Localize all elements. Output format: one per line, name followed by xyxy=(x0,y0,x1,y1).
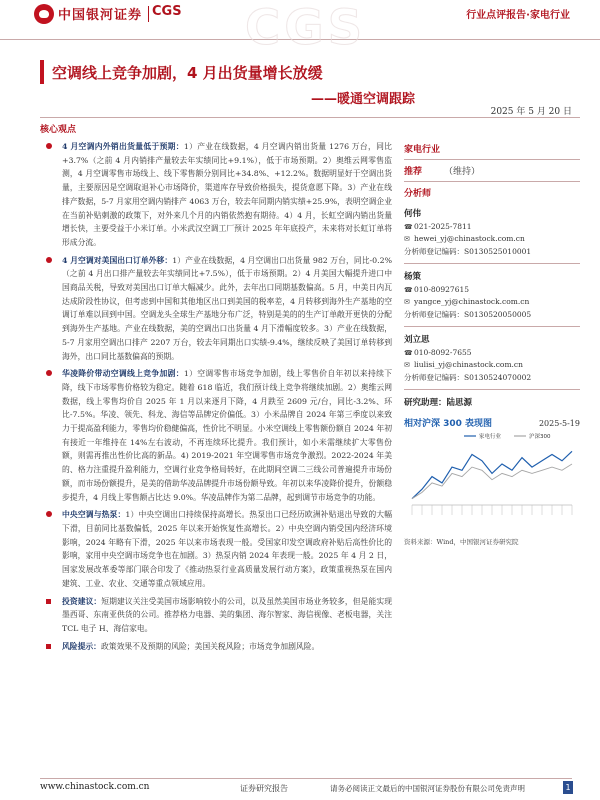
analyst-name: 何伟 xyxy=(404,209,422,219)
bullet-icon xyxy=(46,143,52,149)
bullet-icon xyxy=(46,257,52,263)
main-content xyxy=(40,140,392,657)
sidebar-divider xyxy=(404,326,580,327)
email-text[interactable]: liulisi_yj@chinastock.com.cn xyxy=(414,360,523,369)
analyst-name: 杨策 xyxy=(404,272,422,282)
page-header xyxy=(0,0,600,56)
email-icon: ✉ xyxy=(404,297,410,306)
footer-site-link[interactable]: www.chinastock.com.cn xyxy=(40,782,150,792)
email-icon: ✉ xyxy=(404,360,410,369)
core-views-label: 核心观点 xyxy=(40,125,77,135)
paragraph-lead: 华凌降价带动空调线上竞争加剧： xyxy=(62,369,184,379)
page-footer xyxy=(0,778,600,800)
rating-row xyxy=(404,162,580,179)
chart-title: 相对沪深 300 表现图 xyxy=(404,419,493,429)
analyst-block xyxy=(404,270,580,320)
bullet-icon xyxy=(46,599,51,604)
analyst-cert: 分析师登记编码：S0130524070002 xyxy=(404,373,532,382)
report-title: 空调线上竞争加剧，4 月出货量增长放缓 xyxy=(52,64,323,82)
footer-divider xyxy=(40,778,572,779)
analyst-phone xyxy=(404,348,580,357)
logo-separator xyxy=(148,6,149,22)
report-subtitle: ——暖通空调跟踪 xyxy=(310,92,415,107)
legend-label: 沪深300 xyxy=(529,434,551,440)
paragraph-lead: 4 月空调内外销出货量低于预期： xyxy=(62,142,184,151)
analyst-email[interactable] xyxy=(404,360,580,369)
paragraph-lead: 4 月空调对美国出口订单外移： xyxy=(62,255,173,265)
paragraph-text: 政策效果不及预期的风险；美国关税风险；市场竞争加剧风险。 xyxy=(100,641,320,651)
performance-chart xyxy=(404,429,580,529)
paragraph-domestic-sales xyxy=(40,140,392,250)
paragraph-text: 短期建议关注受美国市场影响较小的公司，以及虽然美国市场业务较多，但是能实现墨西哥、东南亚供货的公司。推荐格力电器、美的集团、海尔智家、海信视像、老板电器，关注 TCL 电子 H、海信家电。 xyxy=(62,596,392,633)
analysts-label: 分析师 xyxy=(404,189,432,199)
phone-text: 010-8092-7655 xyxy=(414,348,472,357)
analyst-phone xyxy=(404,222,580,231)
paragraph-text: 1）中央空调出口持续保持高增长。热泵出口已经历欧洲补贴退出导致的大幅下滑，目前同比基数偏低，2025 年以来开始恢复性高增长。2）中央空调内销受国内经济环境影响，2024 年略有下滑，2025 年以来市场表现一般。受国家印发空调政府补贴后高性价比的影响，家用中央空调市场竞争也在加剧。3）热泵内销 2024 年表现一般。2025 年 4 月 2 日，国家发展改革委等部门联合印发了《推动热泵行业高质量发展行动方案》，政策重视热泵在国内建筑、工业、农业、交通等重点领域应用。 xyxy=(62,510,392,588)
phone-icon: ☎ xyxy=(404,285,413,294)
email-text[interactable]: hewei_yj@chinastock.com.cn xyxy=(414,234,525,243)
paragraph-investment xyxy=(40,595,392,636)
paragraph-text: 1）产业在线数据，4 月空调内销出货量 1276 万台，同比+3.7%（之前 4 月内销排产量较去年实绩同比+9.1%），低于市场预期。2）奥维云网零售监测，4 月空调零售市场线上、线下零售额分别同比+34.8%、+12.2%。数据明显好于空调出货量，主要原因是空调取退补心市场降价，渠道库存导致价格损失，提货意愿下降。3）产业在线排产数据，5-7 月家用空调内销排产 4063 万台，较去年同期内销实绩+25.9%，表明空调企业在当前补贴刺激的政策下，对外来几个月的内销依然抱有期待。4）4 月，长虹空调内销出货量增长快，主要受益于小米订单。小米武汉空调工厂预计 2025 年年底投产，未来将对长虹订单将形成分流。 xyxy=(62,142,392,247)
series-line-1 xyxy=(412,464,572,499)
sidebar-divider xyxy=(404,181,580,182)
sidebar-divider xyxy=(404,389,580,390)
paragraph-risk xyxy=(40,640,392,654)
paragraph-lead: 中央空调与热泵： xyxy=(62,510,126,520)
email-icon: ✉ xyxy=(404,234,410,243)
chart-date: 2025-5-19 xyxy=(538,419,580,428)
analyst-name: 刘立思 xyxy=(404,335,430,345)
bullet-icon xyxy=(46,370,52,376)
chart-header xyxy=(404,416,580,429)
divider xyxy=(40,117,580,118)
paragraph-competition xyxy=(40,367,392,504)
email-text[interactable]: yangce_yj@chinastock.com.cn xyxy=(414,297,530,306)
paragraph-lead: 风险提示： xyxy=(62,641,101,651)
rating-label: 推荐 xyxy=(404,167,423,177)
logo-cn-text: 中国银河证券 xyxy=(58,8,143,23)
paragraph-text: 1）空调零售市场竞争加剧，线上零售价自年初以来持续下降，线下市场零售价格较为稳定。随着 618 临近，我们预计线上竞争将继续加剧。2）奥维云网数据，线上零售均价自 2025 年 1 月以来逐月下降，4 月跌至 2609 元/台，同比-3.2%、环比-7.5%。华凌、领先、科龙、海信等品牌定价偏低。3）小米品牌自 2024 年第三季度以来致力于提高盈利能力，零售均价稳健偏高，性价比不明显。小米空调线上零售额份额自 2024 年初有接近一年维持在 14%左右波动，不再连续环比提升。我们预计，如小米需继续扩大零售份额，则需再推出性价比高的新品。4) 2019-2021 年空调零售市场竞争激烈。2022-2024 年美的、格力注重提升盈利能力，空调行业竞争格局转好，在此期间空调二三线公司普遍提升市场份额，而市场份额提升，是美的借助华凌品牌提升市场份额导致。年初以来华凌降价提升，份额稳步提升，4 月线上零售额占比达 9.0%。华凌品牌作为第二品牌，起到调节市场竞争的功能。 xyxy=(62,369,392,502)
rating-value: （维持） xyxy=(444,167,481,177)
sidebar-divider xyxy=(404,159,580,160)
paragraph-text: 1）产业在线数据，4 月空调出口出货量 982 万台，同比-0.2%（之前 4 月出口排产量较去年实绩同比+7.5%），低于市场预期。2）4 月美国大幅提升进口中国商品关税，导致对美国出口订单大幅减少。此外，去年出口同期基数偏高。5 月，中美日内瓦达成阶段性协议，但考虑到中国和其他地区出口到美国的税率差，4 月转移到海外生产基地的空调订单难以回到中国。空调龙头全球生产基地分布广泛，特别是美的的生产订单敞开更快的分配到海外生产基地。产业在线数据，美的空调出口出货量 4 月下滑幅度较多。3）产业在线数据，5-7 月家用空调出口排产 2207 万台，较去年同期出口实绩-9.4%，继续反映了美国订单转移到海外，出口同比基数偏高的预期。 xyxy=(62,255,392,361)
analyst-phone xyxy=(404,285,580,294)
paragraph-export xyxy=(40,254,392,364)
report-date: 2025 年 5 月 20 日 xyxy=(490,107,572,117)
chart-source: 资料来源：Wind，中国银河证券研究院 xyxy=(404,538,519,546)
analyst-block xyxy=(404,333,580,383)
bullet-icon xyxy=(46,511,52,517)
bullet-icon xyxy=(46,644,51,649)
company-logo-icon xyxy=(34,4,54,24)
footer-service: 证券研究报告 xyxy=(240,784,288,793)
paragraph-lead: 投资建议： xyxy=(62,596,102,606)
series-line-0 xyxy=(412,451,572,498)
industry-label: 家电行业 xyxy=(404,145,441,155)
watermark: CGS xyxy=(245,0,367,56)
phone-icon: ☎ xyxy=(404,348,413,357)
phone-icon: ☎ xyxy=(404,222,413,231)
analyst-cert: 分析师登记编码：S0130525010001 xyxy=(404,247,532,256)
analyst-cert: 分析师登记编码：S0130520050005 xyxy=(404,310,532,319)
phone-text: 010-80927615 xyxy=(414,285,470,294)
analyst-email[interactable] xyxy=(404,234,580,243)
legend-label: 家电行业 xyxy=(479,434,502,440)
logo-en-text: CGS xyxy=(152,4,182,19)
phone-text: 021-2025-7811 xyxy=(414,222,472,231)
research-assistant: 研究助理：陆思源 xyxy=(404,398,473,408)
analyst-block xyxy=(404,207,580,257)
footer-notice: 请务必阅读正文最后的中国银河证券股份有限公司免责声明 xyxy=(330,784,525,793)
title-accent-bar xyxy=(40,60,44,84)
paragraph-central-ac xyxy=(40,508,392,590)
sidebar xyxy=(404,140,580,546)
report-type: 行业点评报告·家电行业 xyxy=(466,10,570,21)
analyst-email[interactable] xyxy=(404,297,580,306)
sidebar-divider xyxy=(404,263,580,264)
page-number: 1 xyxy=(563,781,573,794)
